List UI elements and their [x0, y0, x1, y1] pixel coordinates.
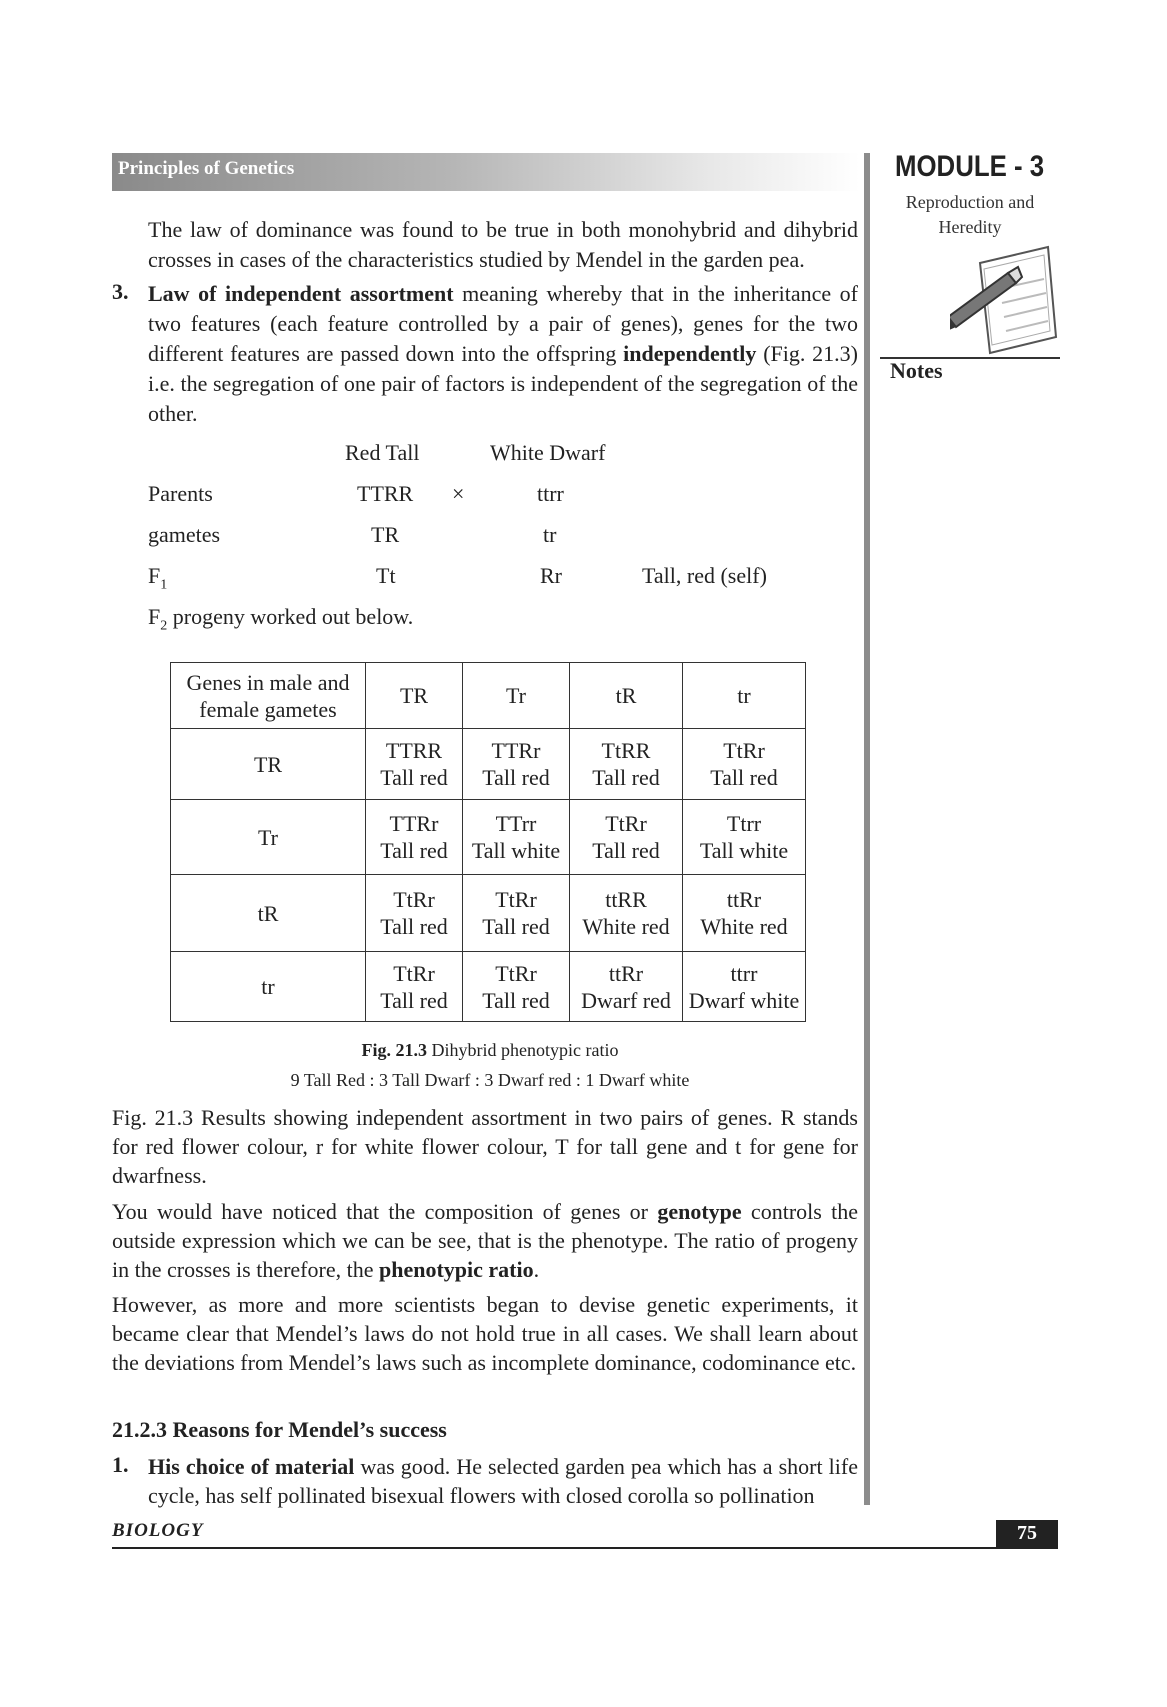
punnett-square [170, 662, 806, 1022]
col-header: Tr [463, 663, 570, 729]
cell-phenotype: Dwarf white [688, 987, 800, 1013]
cell-genotype: TtRr [495, 960, 537, 986]
row-header: TR [171, 729, 366, 800]
col-header: tR [570, 663, 683, 729]
cross-col1-header: Red Tall [345, 440, 420, 465]
para2-phenotypic-ratio: phenotypic ratio [378, 1257, 534, 1282]
para2-genotype: genotype [657, 1199, 742, 1224]
cell-phenotype: Tall red [380, 987, 448, 1013]
cell-phenotype: Tall red [482, 987, 550, 1013]
module-subtitle-line2: Heredity [938, 217, 1002, 237]
table-cell [683, 729, 806, 800]
law3-paragraph [148, 279, 858, 429]
table-header-row [171, 663, 806, 729]
cross-symbol: × [452, 481, 465, 506]
table-cell [463, 875, 570, 952]
table-cell [683, 875, 806, 952]
parents-2: ttrr [537, 481, 564, 506]
footer-subject: BIOLOGY [112, 1520, 204, 1541]
row-header: Tr [171, 800, 366, 875]
cell-phenotype: Tall red [592, 838, 660, 863]
table-cell [463, 729, 570, 800]
table-cell [463, 952, 570, 1022]
figure-caption-text: Dihybrid phenotypic ratio [427, 1040, 619, 1060]
corner-line1: Genes in male and [186, 669, 350, 695]
f1-label [148, 563, 167, 593]
module-title: MODULE - 3 [895, 150, 1045, 183]
table-cell [366, 729, 463, 800]
corner-line2: female gametes [199, 696, 337, 722]
row-header: tr [171, 952, 366, 1022]
cell-phenotype: Tall red [380, 914, 448, 939]
gametes-1: TR [371, 522, 400, 547]
cell-genotype: TtRr [393, 887, 435, 912]
cross-col2-header: White Dwarf [490, 440, 606, 465]
cell-genotype: TtRr [495, 887, 537, 912]
cell-phenotype: White red [582, 914, 670, 939]
cell-phenotype: Tall red [482, 765, 550, 790]
f1-letter: F [148, 563, 161, 588]
table-cell [570, 875, 683, 952]
running-header [112, 153, 860, 191]
figure-caption [0, 1040, 980, 1061]
figure-ratio: 9 Tall Red : 3 Tall Dwarf : 3 Dwarf red : 1 Dwarf white [290, 1070, 690, 1090]
para-genotype [112, 1197, 858, 1284]
col-header: TR [366, 663, 463, 729]
para2-e: . [533, 1257, 540, 1282]
cell-phenotype: Tall white [471, 838, 561, 863]
parents-label: Parents [148, 481, 213, 506]
f2-text: progeny worked out below. [167, 604, 414, 629]
table-row [171, 800, 806, 875]
notes-label: Notes [890, 358, 943, 383]
section-heading: 21.2.3 Reasons for Mendel’s success [112, 1417, 447, 1442]
table-cell [366, 800, 463, 875]
cell-genotype: TTrr [495, 811, 537, 836]
cell-genotype: TTRr [491, 738, 541, 763]
col-header: tr [683, 663, 806, 729]
table-cell [683, 800, 806, 875]
notes-pencil-icon [950, 245, 1060, 357]
law3-text1: meaning whereby that in the inheritance of two features (each feature controlled by a pair of genes), genes for the two different features are passed down into the offspring [148, 281, 858, 366]
para-deviations: However, as more and more scientists began to devise genetic experiments, it became clear that Mendel’s laws do not hold true in all cases. We shall learn about the deviations from Mendel’s laws such as incomplete dominance, codominance etc. [112, 1292, 858, 1375]
footer-rule [112, 1547, 1058, 1549]
item1-paragraph [148, 1452, 858, 1510]
cell-genotype: ttRr [608, 960, 644, 986]
f2-letter: F [148, 604, 161, 629]
table-cell [366, 952, 463, 1022]
f1-1: Tt [376, 563, 396, 588]
table-cell [570, 952, 683, 1022]
law3-bold: independently [623, 341, 757, 366]
cell-phenotype: Tall white [699, 838, 789, 863]
module-subtitle-line1: Reproduction and [905, 192, 1035, 212]
f1-note: Tall, red (self) [642, 563, 767, 588]
row-header: tR [171, 875, 366, 952]
item1-number: 1. [112, 1452, 129, 1477]
cell-genotype: ttRr [726, 887, 762, 912]
table-cell [463, 800, 570, 875]
cell-genotype: TtRR [601, 738, 651, 763]
cell-genotype: ttRR [605, 887, 647, 912]
cell-genotype: TTRr [389, 811, 439, 836]
margin-rule [864, 153, 870, 1505]
intro-paragraph: The law of dominance was found to be true in both monohybrid and dihybrid crosses in cases of the characteristics studied by Mendel in the garden pea. [148, 217, 858, 272]
figure-number: Fig. 21.3 [361, 1040, 428, 1060]
f2-subscript: 2 [160, 618, 168, 634]
law3-number: 3. [112, 279, 129, 304]
header-title: Principles of Genetics [118, 158, 295, 179]
cell-genotype: ttrr [730, 960, 758, 986]
item1-term: His choice of material [148, 1454, 355, 1479]
f1-2: Rr [540, 563, 562, 588]
cell-genotype: Ttrr [726, 811, 762, 836]
table-cell [570, 800, 683, 875]
para-fig-results: Fig. 21.3 Results showing independent assortment in two pairs of genes. R stands for red flower colour, r for white flower colour, T for tall gene and t for gene for dwarfness. [112, 1105, 858, 1188]
table-corner [171, 663, 366, 729]
module-subtitle [880, 190, 1060, 240]
table-cell [683, 952, 806, 1022]
cell-genotype: TtRr [605, 811, 647, 836]
cell-genotype: TtRr [393, 960, 435, 986]
f2-line [148, 604, 413, 634]
table-row [171, 729, 806, 800]
cell-phenotype: White red [700, 914, 788, 939]
f1-subscript: 1 [160, 577, 168, 593]
gametes-2: tr [543, 522, 557, 547]
gametes-label: gametes [148, 522, 221, 547]
para2-a: You would have noticed that the composition of genes or [112, 1199, 658, 1224]
parents-1: TTRR [357, 481, 414, 506]
law3-term: Law of independent assortment [148, 281, 454, 306]
cell-phenotype: Tall red [710, 765, 778, 790]
table-row [171, 875, 806, 952]
cell-genotype: TTRR [385, 738, 443, 763]
cell-genotype: TtRr [723, 738, 765, 763]
cell-phenotype: Dwarf red [581, 987, 671, 1013]
table-row [171, 952, 806, 1022]
page-number: 75 [996, 1520, 1058, 1548]
cell-phenotype: Tall red [380, 838, 448, 863]
cell-phenotype: Tall red [592, 765, 660, 790]
para2-c: controls the outside expression which we can be see, that is the phenotype. The ratio of progeny in the crosses is therefore, the [112, 1199, 858, 1282]
cell-phenotype: Tall red [482, 914, 550, 939]
item1-text: was good. He selected garden pea which has a short life cycle, has self pollinated bisexual flowers with closed corolla so pollination [148, 1454, 858, 1508]
law3-text2: (Fig. 21.3) i.e. the segregation of one pair of factors is independent of the segregation of the other. [148, 341, 858, 426]
cell-phenotype: Tall red [380, 765, 448, 790]
table-cell [570, 729, 683, 800]
table-cell [366, 875, 463, 952]
